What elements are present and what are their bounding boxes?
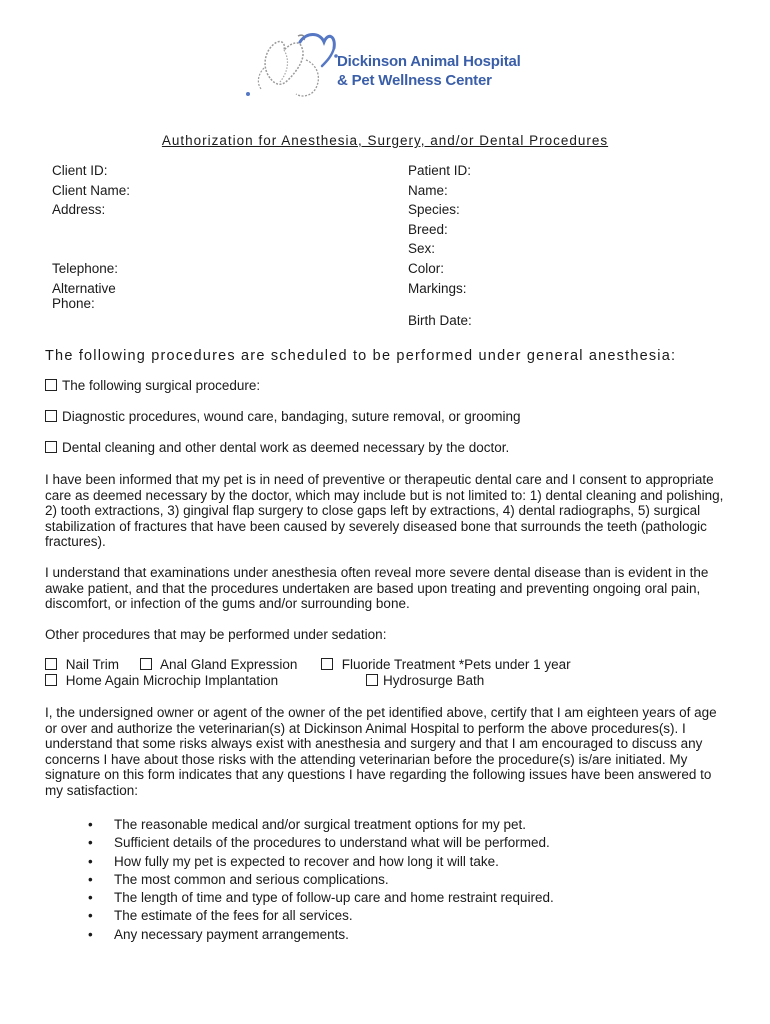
microchip-checkbox[interactable] bbox=[45, 674, 57, 686]
telephone-label: Telephone: bbox=[52, 261, 119, 276]
list-item: • How fully my pet is expected to recover and how long it will take. bbox=[88, 853, 554, 871]
anal-gland-checkbox[interactable] bbox=[140, 658, 152, 670]
color-label: Color: bbox=[408, 261, 445, 276]
dental-cleaning-label: Dental cleaning and other dental work as deemed necessary by the doctor. bbox=[62, 440, 510, 455]
fluoride-label: Fluoride Treatment *Pets under 1 year bbox=[341, 657, 571, 672]
dental-consent-paragraph: I have been informed that my pet is in need of preventive or therapeutic dental care and I consent to appropriate care as deemed necessary by the doctor, which may include but is not limited to: 1) dental cleaning and polishing, 2) tooth extractions, 3) gingival flap surgery to close gaps left by extractions, 4) dental radiographs, 5) surgical stabilization of fractures that have been caused by severely diseased bone that surrounds the teeth (pathologic fractures). bbox=[45, 472, 724, 549]
list-item: • The length of time and type of follow-up care and home restraint required. bbox=[88, 889, 554, 907]
procedures-heading: The following procedures are scheduled to be performed under general anesthesia: bbox=[45, 348, 677, 364]
species-label: Species: bbox=[408, 202, 460, 217]
logo-hospital-name: Dickinson Animal Hospital bbox=[337, 53, 521, 70]
list-item: • The most common and serious complications. bbox=[88, 871, 554, 889]
sedation-option bbox=[366, 673, 484, 688]
alternative-phone-label: Alternative Phone: bbox=[52, 281, 116, 311]
sex-label: Sex: bbox=[408, 241, 436, 256]
address-label: Address: bbox=[52, 202, 106, 217]
list-item: • The estimate of the fees for all services. bbox=[88, 907, 554, 925]
diagnostic-procedures-checkbox[interactable] bbox=[45, 410, 57, 422]
nail-trim-label: Nail Trim bbox=[65, 657, 120, 672]
birth-date-label: Birth Date: bbox=[408, 313, 472, 328]
patient-id-label: Patient ID: bbox=[408, 163, 472, 178]
list-item: • Any necessary payment arrangements. bbox=[88, 926, 554, 944]
sedation-intro: Other procedures that may be performed under sedation: bbox=[45, 627, 387, 642]
procedure-option bbox=[45, 409, 521, 425]
anesthesia-understanding-paragraph: I understand that examinations under anesthesia often reveal more severe dental disease than is evident in the awake patient, and that the procedures undertaken are based upon treating and preventing ongoing oral pain, discomfort, or infection of the gums and/or surrounding bone. bbox=[45, 565, 709, 611]
list-item: • Sufficient details of the procedures to understand what will be performed. bbox=[88, 834, 554, 852]
procedure-option bbox=[45, 378, 260, 394]
nail-trim-checkbox[interactable] bbox=[45, 658, 57, 670]
client-name-label: Client Name: bbox=[52, 183, 131, 198]
markings-label: Markings: bbox=[408, 281, 467, 296]
breed-label: Breed: bbox=[408, 222, 448, 237]
list-item: • The reasonable medical and/or surgical treatment options for my pet. bbox=[88, 816, 554, 834]
sedation-option bbox=[140, 657, 297, 672]
animal-silhouette-icon bbox=[258, 35, 318, 96]
procedure-option bbox=[45, 440, 509, 456]
logo-wellness-center: & Pet Wellness Center bbox=[337, 72, 492, 89]
sedation-option bbox=[45, 673, 278, 688]
fluoride-checkbox[interactable] bbox=[321, 658, 333, 670]
surgical-procedure-label: The following surgical procedure: bbox=[62, 378, 261, 393]
client-id-label: Client ID: bbox=[52, 163, 108, 178]
hydrosurge-label: Hydrosurge Bath bbox=[383, 673, 485, 688]
sedation-option bbox=[321, 657, 571, 672]
microchip-label: Home Again Microchip Implantation bbox=[65, 673, 279, 688]
surgical-procedure-checkbox[interactable] bbox=[45, 379, 57, 391]
issues-list bbox=[88, 816, 554, 944]
form-title: Authorization for Anesthesia, Surgery, and/or Dental Procedures bbox=[161, 133, 609, 148]
diagnostic-procedures-label: Diagnostic procedures, wound care, bandaging, suture removal, or grooming bbox=[62, 409, 521, 424]
hydrosurge-checkbox[interactable] bbox=[366, 674, 378, 686]
sedation-option bbox=[45, 657, 119, 672]
certification-paragraph: I, the undersigned owner or agent of the owner of the pet identified above, certify that I am eighteen years of age or over and authorize the veterinarian(s) at Dickinson Animal Hospital to perform the above procedures(s). I understand that some risks always exist with anesthesia and surgery and that I am encouraged to discuss any concerns I have about those risks with the attending veterinarian before the procedure(s) is/are initiated. My signature on this form indicates that any questions I have regarding the following issues have been answered to my satisfaction: bbox=[45, 705, 717, 798]
patient-name-label: Name: bbox=[408, 183, 448, 198]
dental-cleaning-checkbox[interactable] bbox=[45, 441, 57, 453]
anal-gland-label: Anal Gland Expression bbox=[160, 657, 298, 672]
